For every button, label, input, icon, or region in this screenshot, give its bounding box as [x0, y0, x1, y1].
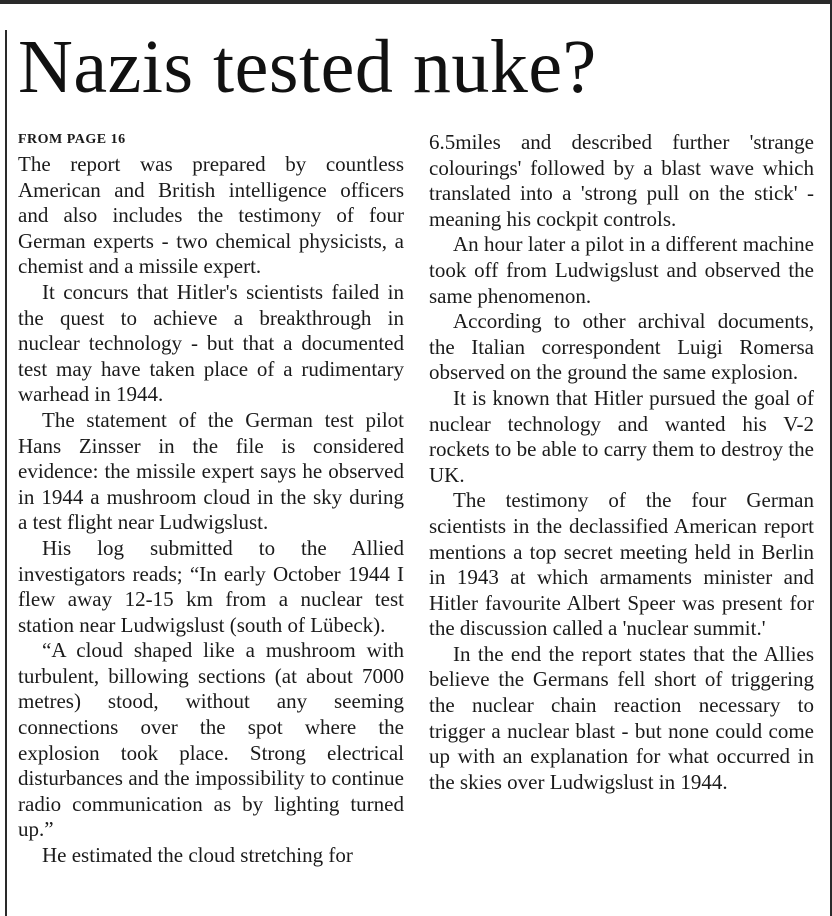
paragraph-continued: 6.5miles and described further 'strange colourings' followed by a blast wave which translated into a 'strong pull on the stick' - meaning his cockpit controls. — [429, 130, 814, 231]
paragraph: His log submitted to the Allied investigators reads; “In early October 1944 I flew away 12-15 km from a nuclear test station near Ludwigslust (south of Lübeck). — [18, 535, 404, 637]
paragraph: He estimated the cloud stretching for — [42, 843, 353, 868]
top-border-rule — [0, 0, 832, 4]
paragraph: It is known that Hitler pursued the goal of nuclear technology and wanted his V-2 rockets to be able to carry them to destroy the UK. — [429, 385, 814, 487]
paragraph: The report was prepared by countless American and British intelligence officers and also includes the testimony of four German experts - two chemical physicists, a chemist and a missile expert. — [18, 152, 404, 279]
kicker: FROM PAGE 16 — [18, 132, 126, 147]
left-border-rule — [5, 30, 7, 916]
paragraph: The statement of the German test pilot Hans Zinsser in the file is considered evidence: the missile expert says he observed in 1944 a mushroom cloud in the sky during a test flight near Ludwigslust. — [18, 407, 404, 535]
paragraph: “A cloud shaped like a mushroom with turbulent, billowing sections (at about 7000 metres) stood, without any seeming connections over the spot where the explosion took place. Strong electrical disturbances and the impossibility to continue radio communication as by lighting turned up.” — [18, 638, 404, 842]
left-column — [18, 130, 404, 869]
right-column — [429, 130, 814, 795]
paragraph: The testimony of the four German scientists in the declassified American report mentions a top secret meeting held in Berlin in 1943 at which armaments minister and Hitler favourite Albert Speer was present for the discussion called a 'nuclear summit.' — [429, 488, 814, 641]
paragraph: In the end the report states that the Allies believe the Germans fell short of triggering the nuclear chain reaction necessary to trigger a nuclear blast - but none could come up with an explanation for what occurred in the skies over Ludwigslust in 1944. — [429, 641, 814, 794]
paragraph: An hour later a pilot in a different machine took off from Ludwigslust and observed the same phenomenon. — [429, 232, 814, 308]
headline: Nazis tested nuke? — [18, 25, 597, 109]
paragraph: It concurs that Hitler's scientists failed in the quest to achieve a breakthrough in nuclear technology - but that a documented test may have taken place of a rudimentary warhead in 1944. — [18, 279, 404, 407]
paragraph: According to other archival documents, the Italian correspondent Luigi Romersa observed on the ground the same explosion. — [429, 309, 814, 385]
